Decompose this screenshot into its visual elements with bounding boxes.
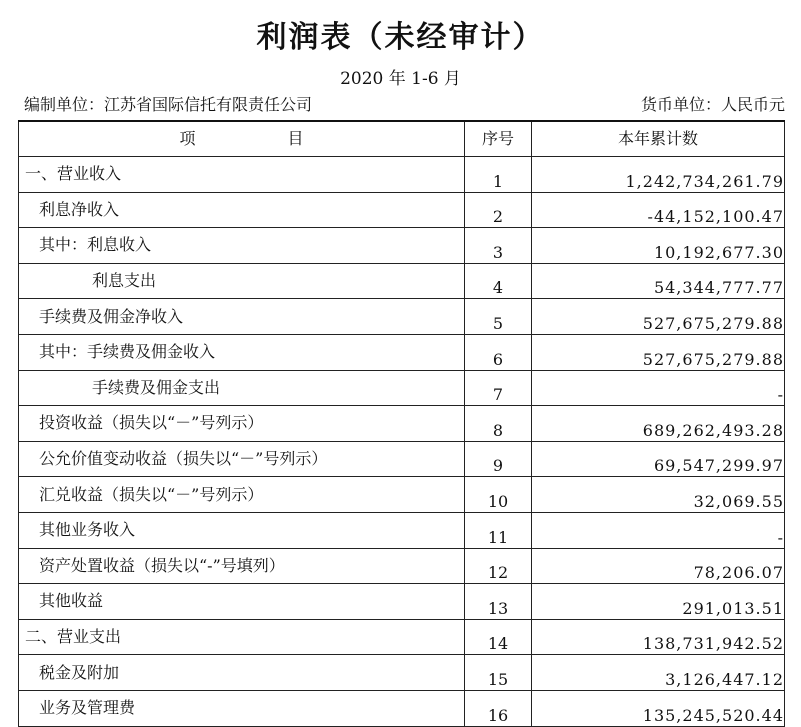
row-no: 10 [465,477,532,513]
table-row [19,263,785,299]
table-row [19,548,785,584]
table-row [19,584,785,620]
table-row [19,655,785,691]
table-row [19,406,785,442]
row-item: 税金及附加 [19,655,465,691]
currency-unit: 货币单位：人民币元 [640,95,785,114]
table-row [19,299,785,335]
row-no: 13 [465,584,532,620]
row-item: 其他业务收入 [19,512,465,548]
row-item: 公允价值变动收益（损失以“－”号列示） [19,441,465,477]
row-no: 16 [465,690,532,726]
table-row [19,512,785,548]
row-value: 527,675,279.88 [532,334,785,370]
row-no: 1 [465,157,532,193]
row-item: 一、营业收入 [19,157,465,193]
row-value: 135,245,520.44 [532,690,785,726]
row-no: 15 [465,655,532,691]
row-no: 2 [465,192,532,228]
table-header-row [19,121,785,157]
row-no: 3 [465,228,532,264]
row-value: 10,192,677.30 [532,228,785,264]
row-item: 手续费及佣金支出 [19,370,465,406]
column-header-item-right: 目 [287,129,304,148]
row-value: 689,262,493.28 [532,406,785,442]
row-item: 其中：手续费及佣金收入 [19,334,465,370]
row-value: 69,547,299.97 [532,441,785,477]
row-no: 11 [465,512,532,548]
row-item: 利息支出 [19,263,465,299]
row-no: 5 [465,299,532,335]
row-value: 1,242,734,261.79 [532,157,785,193]
table-row [19,157,785,193]
row-no: 7 [465,370,532,406]
table-row [19,334,785,370]
row-value: 527,675,279.88 [532,299,785,335]
column-header-item [19,121,465,157]
column-header-value: 本年累计数 [532,121,785,157]
table-row [19,690,785,726]
row-value: 138,731,942.52 [532,619,785,655]
row-no: 14 [465,619,532,655]
table-row [19,370,785,406]
row-no: 4 [465,263,532,299]
report-title: 利润表（未经审计） [256,20,545,55]
compiler-unit: 编制单位：江苏省国际信托有限责任公司 [24,95,313,114]
row-value: 54,344,777.77 [532,263,785,299]
row-no: 8 [465,406,532,442]
row-value: - [532,370,785,406]
row-item: 手续费及佣金净收入 [19,299,465,335]
table-row [19,477,785,513]
row-item: 其他收益 [19,584,465,620]
row-item: 资产处置收益（损失以“-”号填列） [19,548,465,584]
table-row [19,228,785,264]
row-no: 12 [465,548,532,584]
row-value: 3,126,447.12 [532,655,785,691]
row-item: 业务及管理费 [19,690,465,726]
table-row [19,192,785,228]
row-value: 291,013.51 [532,584,785,620]
row-value: 78,206.07 [532,548,785,584]
column-header-item-left: 项 [179,129,196,148]
row-value: - [532,512,785,548]
row-item: 投资收益（损失以“－”号列示） [19,406,465,442]
column-header-no: 序号 [465,121,532,157]
table-row [19,441,785,477]
row-item: 二、营业支出 [19,619,465,655]
row-value: -44,152,100.47 [532,192,785,228]
income-statement-table [18,120,785,727]
row-item: 其中：利息收入 [19,228,465,264]
row-item: 利息净收入 [19,192,465,228]
row-no: 9 [465,441,532,477]
row-no: 6 [465,334,532,370]
table-row [19,619,785,655]
row-item: 汇兑收益（损失以“－”号列示） [19,477,465,513]
report-period: 2020 年 1-6 月 [340,69,461,89]
row-value: 32,069.55 [532,477,785,513]
